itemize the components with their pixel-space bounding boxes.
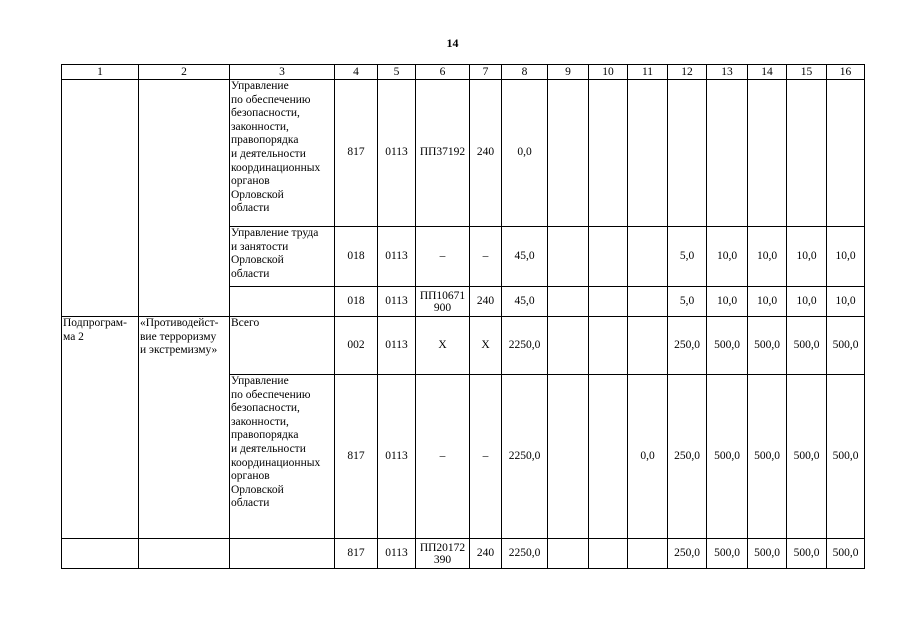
table-cell: 0113 xyxy=(378,287,416,317)
table-cell: Х xyxy=(470,317,502,375)
header-cell: 16 xyxy=(827,65,865,80)
executor-cell xyxy=(230,287,335,317)
table-cell: 2250,0 xyxy=(502,375,548,539)
header-cell: 11 xyxy=(628,65,668,80)
table-cell xyxy=(589,80,628,227)
table-cell xyxy=(628,317,668,375)
table-cell: 250,0 xyxy=(668,539,707,569)
table-cell: 2250,0 xyxy=(502,317,548,375)
table-cell xyxy=(827,80,865,227)
table-row xyxy=(62,317,865,375)
table-cell: 10,0 xyxy=(787,287,827,317)
header-cell: 2 xyxy=(139,65,230,80)
table-cell: 500,0 xyxy=(827,317,865,375)
table-cell: 240 xyxy=(470,80,502,227)
header-cell: 10 xyxy=(589,65,628,80)
table-cell: 500,0 xyxy=(787,317,827,375)
table-cell: 5,0 xyxy=(668,227,707,287)
header-cell: 9 xyxy=(548,65,589,80)
table-cell: 10,0 xyxy=(827,227,865,287)
executor-cell xyxy=(230,539,335,569)
table-cell: – xyxy=(470,227,502,287)
table-cell: 250,0 xyxy=(668,375,707,539)
table-cell: 240 xyxy=(470,287,502,317)
table-cell: – xyxy=(416,375,470,539)
header-cell: 12 xyxy=(668,65,707,80)
table-header-row xyxy=(62,65,865,80)
header-cell: 5 xyxy=(378,65,416,80)
table-cell: 0113 xyxy=(378,317,416,375)
header-cell: 15 xyxy=(787,65,827,80)
table-cell: – xyxy=(470,375,502,539)
table-cell xyxy=(589,227,628,287)
table-cell xyxy=(589,539,628,569)
table-cell xyxy=(707,80,748,227)
table-cell: 817 xyxy=(335,539,378,569)
table-cell: 5,0 xyxy=(668,287,707,317)
header-cell: 13 xyxy=(707,65,748,80)
header-cell: 14 xyxy=(748,65,787,80)
table-row xyxy=(62,80,865,227)
table-cell: 2250,0 xyxy=(502,539,548,569)
table-cell: 817 xyxy=(335,375,378,539)
table-cell: 0113 xyxy=(378,227,416,287)
table-cell xyxy=(589,317,628,375)
page-number: 14 xyxy=(446,36,459,50)
table-cell xyxy=(589,375,628,539)
executor-cell: Управление по обеспечению безопасности, законности, правопорядка и деятельности координационных органов Орловской области xyxy=(230,375,335,539)
table-cell xyxy=(548,539,589,569)
table-cell: 018 xyxy=(335,287,378,317)
table-cell: 500,0 xyxy=(707,317,748,375)
table-cell xyxy=(628,227,668,287)
table-cell: 500,0 xyxy=(748,539,787,569)
table-cell: – xyxy=(416,227,470,287)
table-cell: 500,0 xyxy=(748,375,787,539)
table-cell: 018 xyxy=(335,227,378,287)
subprogram-name-cell: «Противодейст- вие терроризму и экстремизму» xyxy=(139,317,230,539)
table-cell xyxy=(628,80,668,227)
table-cell: 500,0 xyxy=(748,317,787,375)
table-cell xyxy=(548,287,589,317)
table-cell: 10,0 xyxy=(827,287,865,317)
table-cell: ПП20172 390 xyxy=(416,539,470,569)
table-cell xyxy=(139,539,230,569)
table-cell xyxy=(589,287,628,317)
table-cell: 002 xyxy=(335,317,378,375)
program-cell xyxy=(62,80,139,317)
table-cell: 10,0 xyxy=(787,227,827,287)
table-cell: 250,0 xyxy=(668,317,707,375)
executor-cell: Всего xyxy=(230,317,335,375)
table-cell xyxy=(748,80,787,227)
table-cell: 0113 xyxy=(378,539,416,569)
table-cell xyxy=(548,375,589,539)
table-cell xyxy=(62,539,139,569)
header-cell: 1 xyxy=(62,65,139,80)
table-row xyxy=(62,539,865,569)
header-cell: 3 xyxy=(230,65,335,80)
table-cell: ПП37192 xyxy=(416,80,470,227)
table-cell: 500,0 xyxy=(827,539,865,569)
program-name-cell xyxy=(139,80,230,317)
subprogram-cell: Подпрограм- ма 2 xyxy=(62,317,139,539)
table-cell: 500,0 xyxy=(787,375,827,539)
table-cell: 45,0 xyxy=(502,227,548,287)
table-cell xyxy=(787,80,827,227)
table-cell: 817 xyxy=(335,80,378,227)
table-cell: 500,0 xyxy=(827,375,865,539)
table-cell: Х xyxy=(416,317,470,375)
table-cell xyxy=(548,227,589,287)
table-cell: 500,0 xyxy=(707,539,748,569)
header-cell: 7 xyxy=(470,65,502,80)
table-cell: 0,0 xyxy=(628,375,668,539)
table-cell xyxy=(628,539,668,569)
header-cell: 8 xyxy=(502,65,548,80)
table-cell: 10,0 xyxy=(748,287,787,317)
header-cell: 4 xyxy=(335,65,378,80)
executor-cell: Управление по обеспечению безопасности, законности, правопорядка и деятельности координационных органов Орловской области xyxy=(230,80,335,227)
executor-cell: Управление труда и занятости Орловской области xyxy=(230,227,335,287)
budget-table xyxy=(61,64,865,569)
table-cell: 500,0 xyxy=(787,539,827,569)
table-cell xyxy=(628,287,668,317)
table-cell xyxy=(668,80,707,227)
table-cell: 10,0 xyxy=(707,287,748,317)
table-cell: 0113 xyxy=(378,375,416,539)
table-cell: ПП10671 900 xyxy=(416,287,470,317)
table-cell: 10,0 xyxy=(707,227,748,287)
table-cell: 45,0 xyxy=(502,287,548,317)
table-cell: 0,0 xyxy=(502,80,548,227)
table-cell: 240 xyxy=(470,539,502,569)
header-cell: 6 xyxy=(416,65,470,80)
table-cell: 500,0 xyxy=(707,375,748,539)
table-cell: 0113 xyxy=(378,80,416,227)
table-cell: 10,0 xyxy=(748,227,787,287)
table-cell xyxy=(548,80,589,227)
table-cell xyxy=(548,317,589,375)
